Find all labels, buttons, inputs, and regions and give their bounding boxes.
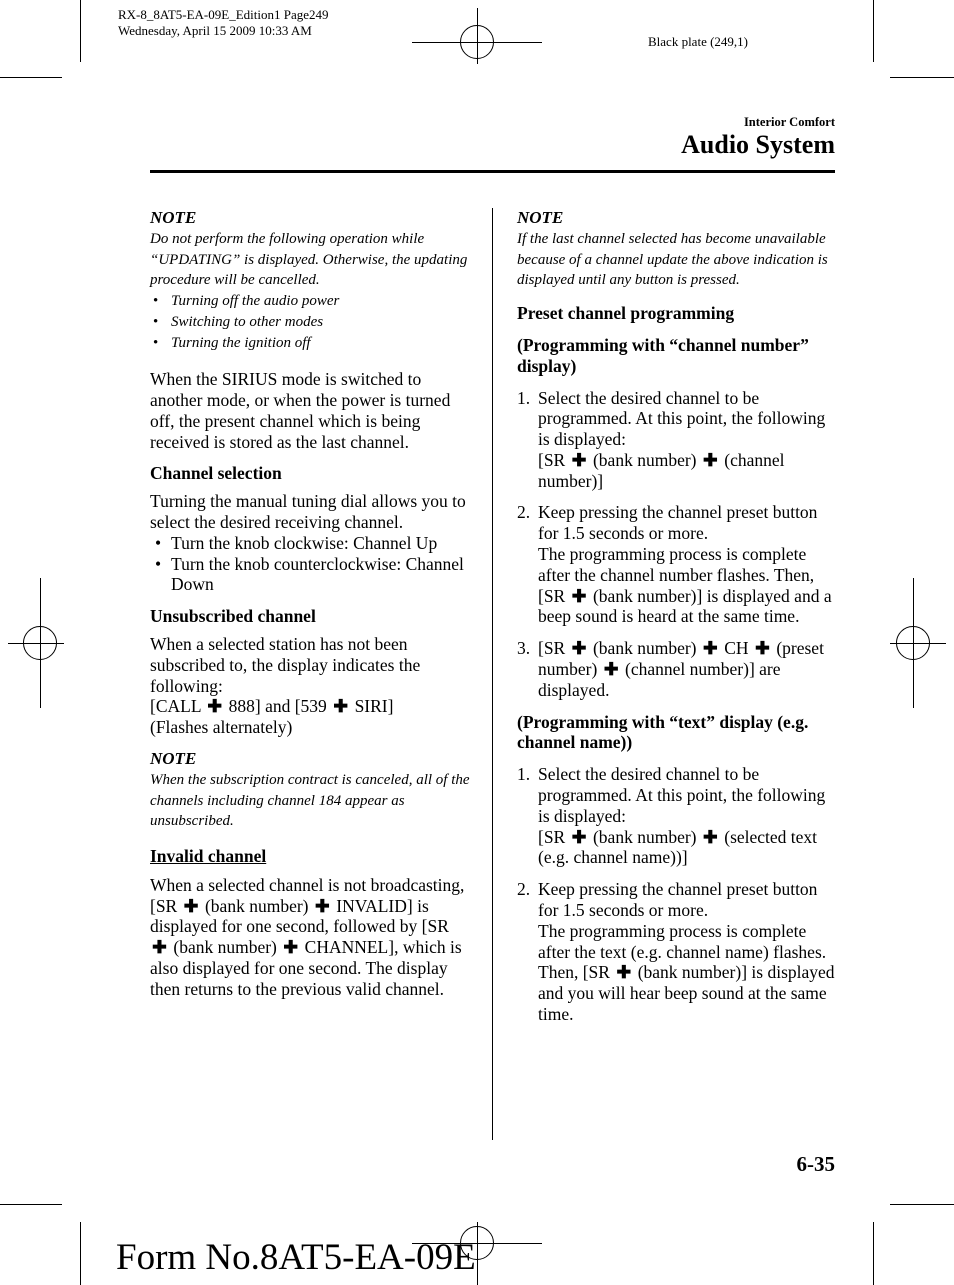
page-title: Audio System [681, 130, 835, 159]
plus-icon: ✚ [603, 659, 619, 680]
plus-icon: ✚ [207, 696, 223, 717]
plus-icon: ✚ [283, 937, 299, 958]
plus-icon: ✚ [755, 638, 770, 659]
channel-selection-text: Turning the manual tuning dial allows you to select the desired receiving channel. [150, 491, 466, 532]
note-title: NOTE [150, 748, 197, 768]
list-item: 3. [SR ✚ (bank number) ✚ CH ✚ (preset number) ✚ (channel number)] are displayed. [517, 638, 824, 700]
list-item: 1. Select the desired channel to be programmed. At this point, the following is displayed: [SR ✚ (bank number) ✚ (channel number)] [517, 387, 826, 491]
invalid-channel-heading: Invalid channel [150, 846, 267, 867]
list-item: 2. Keep pressing the channel preset button for 1.5 seconds or more. The programming process is complete after the channel number flashes. Then, [SR ✚ (bank number)] is displayed and a beep sound is heard at the same time. [517, 502, 832, 627]
list-item: • Turning the ignition off [150, 333, 472, 354]
page-number: 6-35 [796, 1152, 835, 1176]
invalid-channel-text: When a selected channel is not broadcasting, [SR ✚ (bank number) ✚ INVALID] is displayed for one second, followed by [SR ✚ (bank number) ✚ CHANNEL], which is also displayed for one second. The display then returns to the previous valid channel. [150, 874, 465, 999]
note-text: When the subscription contract is canceled, all of the channels including channel 184 appear as unsubscribed. [150, 771, 470, 830]
plus-icon: ✚ [571, 638, 587, 659]
section-label: Interior Comfort [743, 115, 835, 129]
list-item: 1. Select the desired channel to be programmed. At this point, the following is displayed: [SR ✚ (bank number) ✚ (selected text (e.g. channel name))] [517, 764, 826, 868]
note-title: NOTE [517, 208, 564, 227]
header-rule [150, 170, 835, 173]
note-title: NOTE [150, 208, 197, 227]
list-item: • Turn the knob clockwise: Channel Up [150, 533, 472, 554]
channel-selection-list [150, 533, 472, 595]
plus-icon: ✚ [183, 895, 199, 916]
channel-selection-heading: Channel selection [150, 463, 282, 484]
left-column [150, 208, 472, 1000]
preset-heading: Preset channel programming [517, 303, 735, 324]
sirius-mode-paragraph: When the SIRIUS mode is switched to another mode, or when the power is turned off, the present channel which is being received is stored as the last channel. [150, 369, 451, 452]
text-display-steps [517, 764, 835, 1025]
plus-icon: ✚ [333, 696, 349, 717]
plus-icon: ✚ [571, 826, 587, 847]
plate-label: Black plate (249,1) [648, 34, 748, 49]
note-text: Do not perform the following operation while “UPDATING” is displayed. Otherwise, the updating procedure will be cancelled. [150, 231, 468, 289]
number-display-heading: (Programming with “channel number” display) [517, 334, 809, 376]
unsubscribed-heading: Unsubscribed channel [150, 606, 316, 627]
list-item: • Turn the knob counterclockwise: Channel Down [150, 554, 472, 596]
plus-icon: ✚ [152, 937, 167, 958]
list-item: 2. Keep pressing the channel preset button for 1.5 seconds or more. The programming process is complete after the text (e.g. channel name) flashes. Then, [SR ✚ (bank number)] is displayed and you will hear beep sound at the same time. [517, 879, 835, 1025]
plus-icon: ✚ [571, 449, 587, 470]
note-text: If the last channel selected has become unavailable because of a channel update the above indication is displayed until any button is pressed. [517, 231, 828, 289]
plus-icon: ✚ [703, 638, 718, 659]
plus-icon: ✚ [703, 449, 718, 470]
plus-icon: ✚ [703, 826, 718, 847]
form-number: Form No.8AT5-EA-09E [116, 1237, 476, 1278]
plus-icon: ✚ [571, 585, 587, 606]
plus-icon: ✚ [616, 962, 632, 983]
plus-icon: ✚ [315, 895, 330, 916]
print-meta [118, 7, 329, 39]
print-date-line: Wednesday, April 15 2009 10:33 AM [118, 23, 312, 38]
list-item: • Turning off the audio power [150, 291, 472, 312]
note-list [150, 291, 472, 353]
column-divider [492, 208, 493, 1140]
right-column [517, 208, 835, 1025]
number-display-steps [517, 388, 835, 701]
unsubscribed-text: When a selected station has not been subscribed to, the display indicates the following: [CALL ✚ 888] and [539 ✚ SIRI] (Flashes alternately) [150, 633, 421, 738]
print-file-line: RX-8_8AT5-EA-09E_Edition1 Page249 [118, 7, 329, 22]
text-display-heading: (Programming with “text” display (e.g. channel name)) [517, 711, 809, 753]
list-item: • Switching to other modes [150, 312, 472, 333]
